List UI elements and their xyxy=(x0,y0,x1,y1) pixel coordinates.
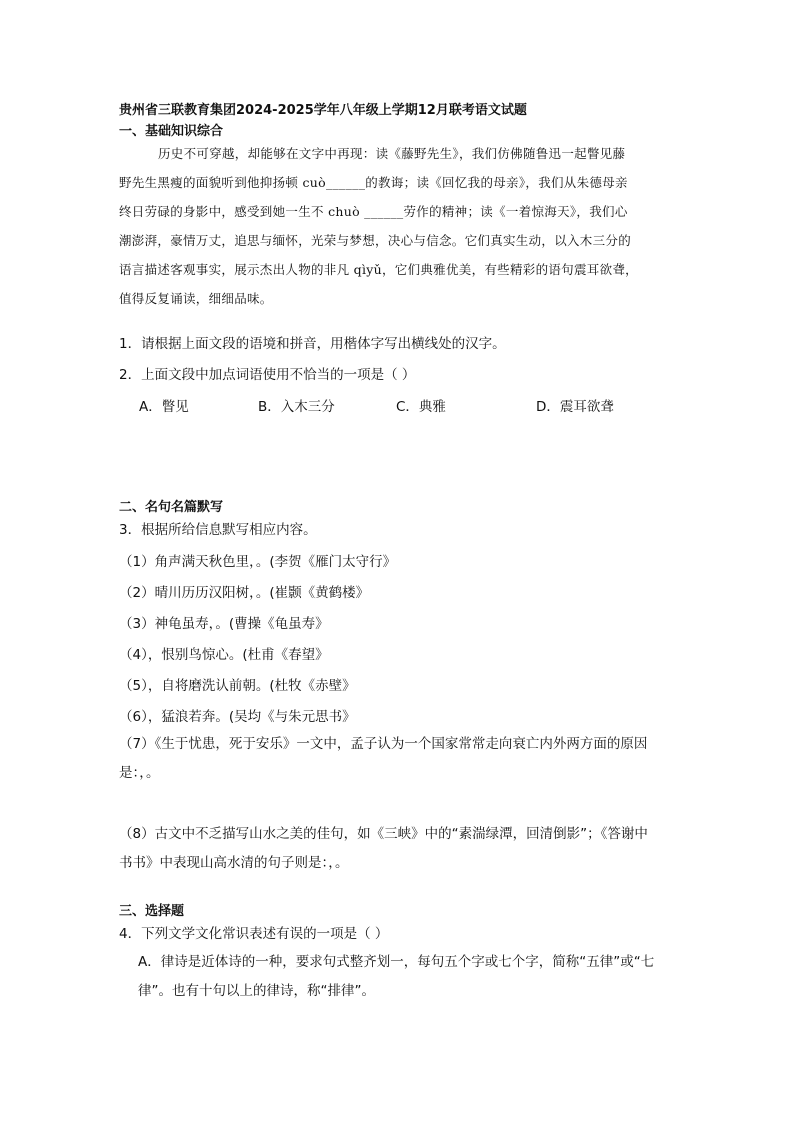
recitation-item: （4），恨别鸟惊心。(杜甫《春望》 xyxy=(119,647,329,663)
reading-passage xyxy=(119,139,679,313)
section-heading-recitation: 二、名句名篇默写 xyxy=(119,500,224,515)
option-c: C．典雅 xyxy=(396,399,446,415)
question-3: 3．根据所给信息默写相应内容。 xyxy=(119,522,317,538)
item-8-line: 书书》中表现山高水清的句子则是：，。 xyxy=(119,855,349,871)
passage-line: 终日劳碌的身影中，感受到她一生不 chuò ______劳作的精神；读《一着惊海天》，我们心 xyxy=(119,204,628,219)
item-7-line: （7）《生于忧患，死于安乐》一文中，孟子认为一个国家常常走向衰亡内外两方面的原因 xyxy=(119,736,648,752)
recitation-item-8 xyxy=(119,820,679,878)
passage-line: 历史不可穿越，却能够在文字中再现：读《藤野先生》，我们仿佛随鲁迅一起瞥见藤 xyxy=(158,146,626,161)
question-4-option-a xyxy=(138,948,679,1006)
recitation-item: （6），猛浪若奔。(吴均《与朱元思书》 xyxy=(119,709,356,725)
recitation-item-7 xyxy=(119,730,679,788)
item-8-line: （8）古文中不乏描写山水之美的佳句，如《三峡》中的“素湍绿潭，回清倒影”；《答谢中 xyxy=(119,826,648,842)
option-d: D．震耳欲聋 xyxy=(536,399,614,415)
option-a: A．瞥见 xyxy=(139,399,189,415)
question-1: 1．请根据上面文段的语境和拼音，用楷体字写出横线处的汉字。 xyxy=(119,336,506,352)
passage-line: 潮澎湃，豪情万丈，追思与缅怀，光荣与梦想，决心与信念。它们真实生动，以入木三分的 xyxy=(119,233,632,248)
option-a-line: 律”。也有十句以上的律诗，称“排律”。 xyxy=(138,983,375,999)
recitation-item: （5），自将磨洗认前朝。(杜牧《赤壁》 xyxy=(119,678,356,694)
option-b: B．入木三分 xyxy=(258,399,335,415)
passage-line: 值得反复诵读，细细品味。 xyxy=(119,291,273,306)
question-4: 4．下列文学文化常识表述有误的一项是（ ） xyxy=(119,926,389,942)
document-title: 贵州省三联教育集团2024-2025学年八年级上学期12月联考语文试题 xyxy=(119,103,527,118)
recitation-item: （3）神龟虽寿，。(曹操《龟虽寿》 xyxy=(119,616,329,632)
option-a-line: A．律诗是近体诗的一种，要求句式整齐划一，每句五个字或七个字，简称“五律”或“七 xyxy=(138,954,655,970)
recitation-item: （1）角声满天秋色里，。(李贺《雁门太守行》 xyxy=(119,554,397,570)
question-2: 2．上面文段中加点词语使用不恰当的一项是（ ） xyxy=(119,367,416,383)
recitation-item: （2）晴川历历汉阳树，。(崔颢《黄鹤楼》 xyxy=(119,585,370,601)
passage-line: 野先生黑瘦的面貌听到他抑扬顿 cuò______的教诲；读《回忆我的母亲》，我们从朱德母亲 xyxy=(119,175,628,190)
section-heading-multiple-choice: 三、选择题 xyxy=(119,904,185,919)
section-heading-basic-knowledge: 一、基础知识综合 xyxy=(119,124,224,139)
item-7-line: 是：，。 xyxy=(119,765,160,781)
passage-line: 语言描述客观事实，展示杰出人物的非凡 qìyǔ，它们典雅优美，有些精彩的语句震耳欲聋， xyxy=(119,262,638,277)
